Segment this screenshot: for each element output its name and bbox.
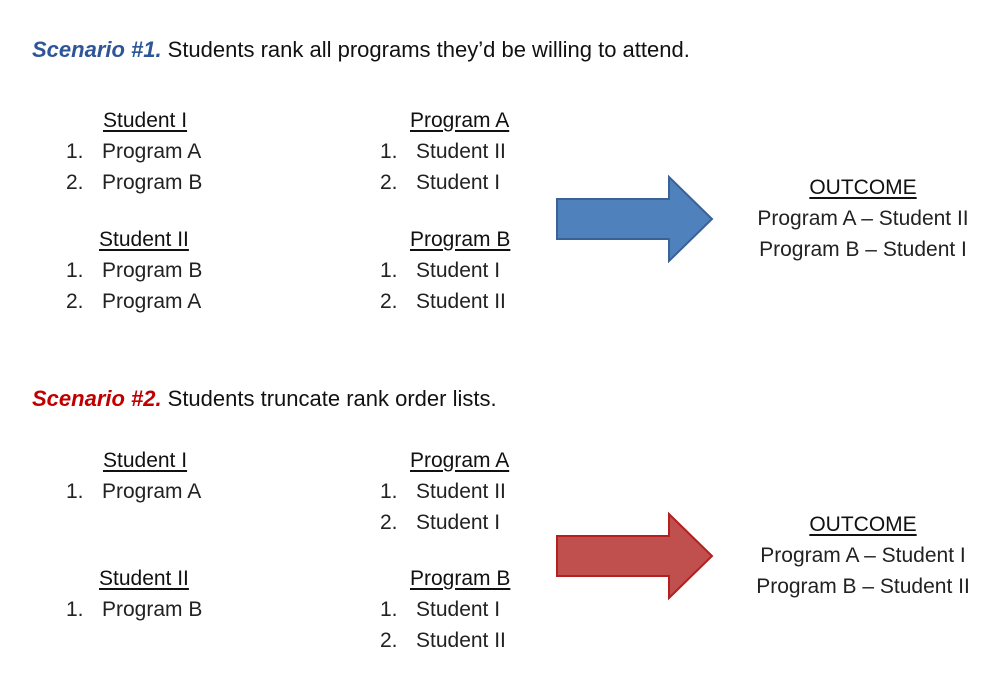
s2-outcome-heading: OUTCOME <box>809 513 917 536</box>
scenario-2-text: Students truncate rank order lists. <box>167 386 497 411</box>
item-number: 2. <box>380 171 398 194</box>
s1-program-b-heading: Program B <box>410 228 511 251</box>
scenario-2-label: Scenario #2. <box>32 386 162 411</box>
scenario-2-title <box>32 386 497 412</box>
list-item <box>380 476 506 507</box>
arrow-1-shape <box>557 177 712 261</box>
item-value: Program B <box>102 171 203 194</box>
item-number: 2. <box>380 511 398 534</box>
item-value: Student I <box>416 598 501 621</box>
item-number: 2. <box>380 629 398 652</box>
item-value: Program B <box>102 259 203 282</box>
item-value: Student I <box>416 511 501 534</box>
s2-outcome-row-1: Program A – Student I <box>760 544 966 567</box>
item-number: 1. <box>66 140 84 163</box>
list-item <box>380 625 506 656</box>
list-item <box>66 476 201 507</box>
s2-student-2-heading: Student II <box>99 567 189 590</box>
item-number: 1. <box>380 480 398 503</box>
item-number: 2. <box>380 290 398 313</box>
item-value: Program A <box>102 480 202 503</box>
list-item <box>66 286 201 317</box>
s2-outcome <box>738 509 988 602</box>
item-value: Student I <box>416 259 501 282</box>
right-arrow-icon <box>553 510 717 602</box>
item-value: Student I <box>416 171 501 194</box>
item-number: 1. <box>380 259 398 282</box>
list-item <box>66 167 202 198</box>
s1-outcome <box>738 172 988 265</box>
list-item <box>380 255 500 286</box>
item-value: Student II <box>416 629 506 652</box>
item-value: Student II <box>416 290 506 313</box>
list-item <box>66 594 202 625</box>
s2-program-b-heading: Program B <box>410 567 511 590</box>
arrow-2-shape <box>557 514 712 598</box>
item-value: Program B <box>102 598 203 621</box>
scenario-1-title <box>32 37 690 63</box>
item-number: 1. <box>66 598 84 621</box>
item-number: 2. <box>66 171 84 194</box>
right-arrow-icon <box>553 173 717 265</box>
item-value: Program A <box>102 290 202 313</box>
item-value: Student II <box>416 480 506 503</box>
item-number: 1. <box>66 259 84 282</box>
s2-outcome-row-2: Program B – Student II <box>756 575 970 598</box>
s1-outcome-row-2: Program B – Student I <box>759 238 967 261</box>
list-item <box>380 167 500 198</box>
item-value: Student II <box>416 140 506 163</box>
list-item <box>380 507 500 538</box>
s1-outcome-row-1: Program A – Student II <box>757 207 969 230</box>
list-item <box>380 136 506 167</box>
s1-outcome-heading: OUTCOME <box>809 176 917 199</box>
item-number: 2. <box>66 290 84 313</box>
scenario-1-text: Students rank all programs they’d be willing to attend. <box>167 37 690 62</box>
item-number: 1. <box>66 480 84 503</box>
s2-student-1-heading: Student I <box>103 449 188 472</box>
s1-student-1-heading: Student I <box>103 109 188 132</box>
item-number: 1. <box>380 140 398 163</box>
s1-student-2-heading: Student II <box>99 228 189 251</box>
scenario-1-label: Scenario #1. <box>32 37 162 62</box>
item-number: 1. <box>380 598 398 621</box>
list-item <box>380 594 500 625</box>
list-item <box>66 255 202 286</box>
list-item <box>66 136 201 167</box>
item-value: Program A <box>102 140 202 163</box>
list-item <box>380 286 506 317</box>
s2-program-a-heading: Program A <box>410 449 510 472</box>
s1-program-a-heading: Program A <box>410 109 510 132</box>
